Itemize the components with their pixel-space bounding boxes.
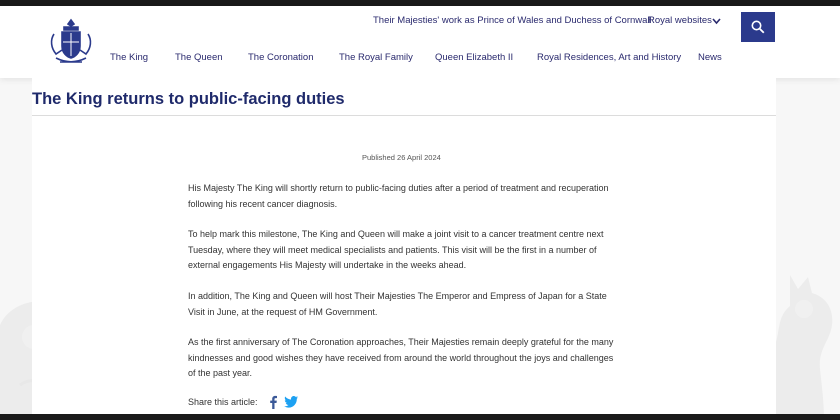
nav-item-the-queen[interactable]: The Queen xyxy=(175,52,223,63)
search-icon xyxy=(751,20,765,34)
search-button[interactable] xyxy=(741,12,775,42)
nav-item-the-king[interactable]: The King xyxy=(110,52,149,63)
facebook-icon[interactable] xyxy=(268,395,278,409)
article-paragraph: To help mark this milestone, The King and Queen will make a joint visit to a cancer treatment centre next Tuesday, where they will meet medical specialists and patients. This visit will be the first in a number of external engagements His Majesty will undertake in the weeks ahead. xyxy=(188,229,604,270)
site-header xyxy=(0,6,840,78)
nav-item-royal-residences[interactable]: Royal Residences, Art and History xyxy=(537,52,682,63)
nav-item-the-royal-family[interactable]: The Royal Family xyxy=(339,52,413,63)
bottom-frame-bar xyxy=(0,414,840,420)
nav-item-the-coronation[interactable]: The Coronation xyxy=(248,52,314,63)
royal-crest-icon[interactable] xyxy=(48,18,94,66)
share-label: Share this article: xyxy=(188,397,258,407)
title-divider xyxy=(32,115,776,116)
article-paragraph: As the first anniversary of The Coronation approaches, Their Majesties remain deeply grateful for the many kindnesses and good wishes they have received from around the world throughout the joys and challenges of the past year. xyxy=(188,337,614,378)
article-paragraph: His Majesty The King will shortly return to public-facing duties after a period of treatment and recuperation following his recent cancer diagnosis. xyxy=(188,183,609,209)
nav-item-news[interactable]: News xyxy=(698,52,722,63)
nav-item-queen-elizabeth-ii[interactable]: Queen Elizabeth II xyxy=(435,52,514,63)
chevron-down-icon[interactable] xyxy=(712,17,721,25)
page-title: The King returns to public-facing duties xyxy=(32,90,345,108)
util-link-prince-of-wales-work[interactable]: Their Majesties' work as Prince of Wales and Duchess of Cornwall xyxy=(373,15,652,26)
article-paragraph: In addition, The King and Queen will host Their Majesties The Emperor and Empress of Japan for a State Visit in June, at the request of HM Government. xyxy=(188,291,607,317)
published-date: Published 26 April 2024 xyxy=(362,153,441,162)
royal-websites-dropdown[interactable]: Royal websites xyxy=(648,15,712,26)
twitter-icon[interactable] xyxy=(284,396,298,408)
